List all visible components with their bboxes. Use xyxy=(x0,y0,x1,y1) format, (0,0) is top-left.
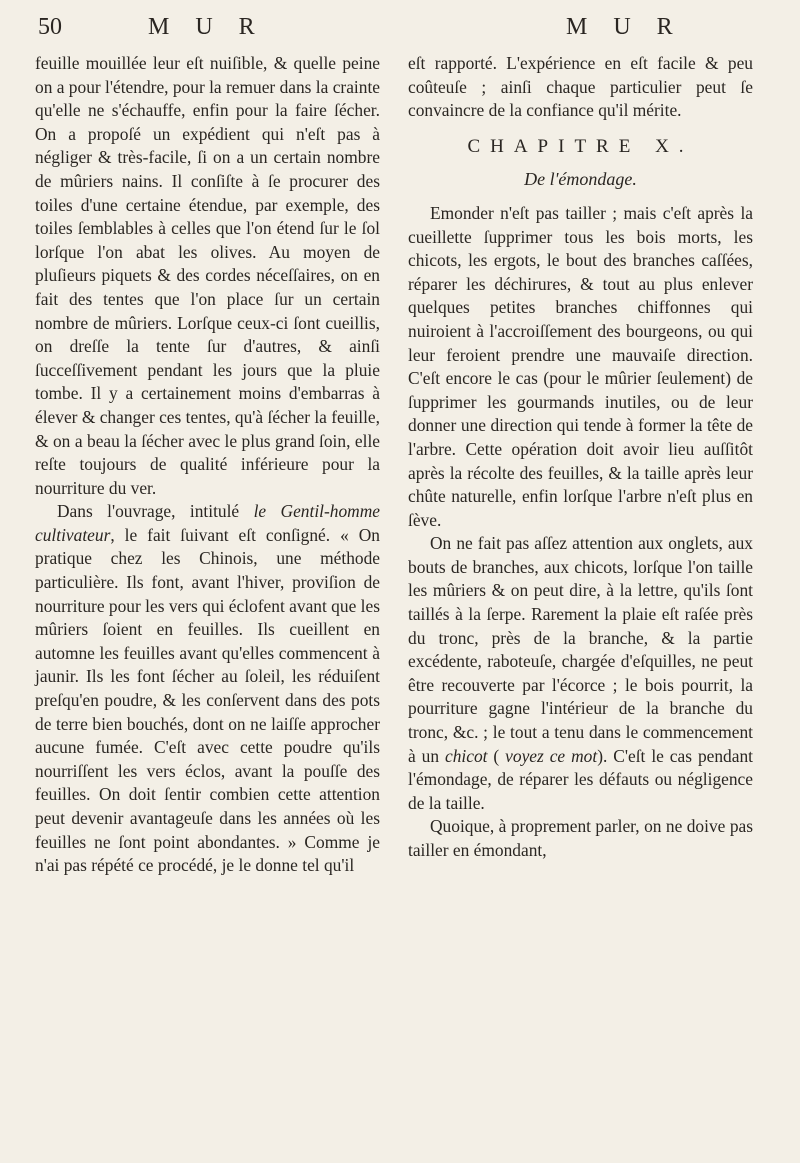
right-paragraph-3: Quoique, à proprement parler, on ne doive pas tailler en émondant, xyxy=(408,816,753,860)
left-paragraph-1: feuille mouillée leur eſt nuiſible, & quelle peine on a pour l'étendre, pour la remuer dans la crainte qu'elle ne s'échauffe, enfin pour la faire ſécher. On a propoſé un expédient qui n'eſt pas à négliger & très-facile, ſi on a un certain nombre de mûriers nains. Il conſiſte à ſe procurer des toiles d'une certaine étendue, par exemple, des toiles ſemblables à celles que l'on étend ſur le ſol lorſque l'on abat les olives. Au moyen de pluſieurs piquets & des cordes néceſſaires, on en fait des tentes que l'on place ſur un certain nombre de mûriers. Lorſque ceux-ci ſont cueillis, on dreſſe la tente ſur d'autres, & ainſi ſucceſſivement pendant les jours que la pluie tombe. Il y a certainement moins d'embarras à élever & changer ces tentes, qu'à ſécher la feuille, & on a beau la ſécher avec le plus grand ſoin, elle reſte toujours de qualité inférieure pour la nourriture du ver. xyxy=(35,53,381,498)
chicot-term: chicot xyxy=(444,745,488,766)
cross-reference: voyez ce mot xyxy=(505,745,598,766)
chapter-subtitle: De l'émondage. xyxy=(524,169,637,190)
right-column xyxy=(408,52,753,863)
right-paragraph-1: Emonder n'eſt pas tailler ; mais c'eſt après la cueillette ſupprimer tous les bois morts, les chicots, les ergots, le bout des branches caſſées, réparer les déchirures, & tout au plus enlever quelques petites branches chiffonnes qui nuiroient à l'accroiſſement des bourgeons, ou qui leur feroient prendre une mauvaiſe direction. C'eſt encore le cas (pour le mûrier ſeulement) de ſupprimer les gourmands inutiles, ou de leur donner une direction qui tende à former la tête de l'arbre. Cette opération doit avoir lieu auſſitôt après la récolte des feuilles, & la taille après leur chûte naturelle, enfin lorſque l'arbre n'eſt plus en ſève. xyxy=(408,202,753,530)
right-paragraph-2-start: On ne fait pas aſſez attention aux onglets, aux bouts de branches, aux chicots, lorſque l'on taille les mûriers & on peut dire, à la lettre, qu'ils ſont taillés à la ſerpe. Rarement la plaie eſt raſée près du tronc, près de la branche, & la partie excédente, raboteuſe, chargée d'eſquilles, ne peut être recouverte par l'écorce ; le bois pourrit, la pourriture gagne l'intérieur de la branche du tronc, &c. ; le tout a tenu dans le commencement à un xyxy=(408,533,753,766)
left-paragraph-2-rest: , le fait ſuivant eſt conſigné. « On pratique chez les Chinois, une méthode particulière. Ils font, avant l'hiver, proviſion de nourriture pour les vers qui éclofent avant que les mûriers ſoient en feuilles. Ils cueillent en automne les feuilles avant qu'elles commencent à jaunir. Ils les font ſécher au ſoleil, les réduiſent preſqu'en poudre, & les conſervent dans des pots de terre bien bouchés, dont on ne laiſſe approcher aucune fumée. C'eſt avec cette poudre qu'ils nourriſſent les vers éclos, avant la pouſſe des feuilles. On doit ſentir combien cette attention peut devenir avantageuſe dans les années où les feuilles ne ſont point abondantes. » Comme je n'ai pas répété ce procédé, je le donne tel qu'il xyxy=(35,524,380,876)
running-head-left: M U R xyxy=(148,14,265,40)
right-paragraph-2-rest: ). C'eſt le cas pendant l'émondage, de réparer les défauts ou négligence de la taille. xyxy=(408,745,753,813)
chapter-heading: CHAPITRE X. xyxy=(467,135,694,157)
right-paragraph-continued: eſt rapporté. L'expérience en eſt facile & peu coûteuſe ; ainſi chaque particulier peut ſe convaincre de la confiance qu'il mérite. xyxy=(408,53,753,121)
page-number: 50 xyxy=(38,14,62,40)
running-head-right: M U R xyxy=(566,14,683,40)
left-paragraph-2 xyxy=(35,500,380,878)
page-header xyxy=(0,8,800,48)
right-paragraph-2 xyxy=(408,532,753,815)
left-column xyxy=(35,52,380,878)
open-paren: ( xyxy=(487,745,506,766)
book-title: le Gentil-homme cultivateur xyxy=(35,501,381,545)
left-paragraph-2-start: Dans l'ouvrage, intitulé xyxy=(57,501,254,522)
